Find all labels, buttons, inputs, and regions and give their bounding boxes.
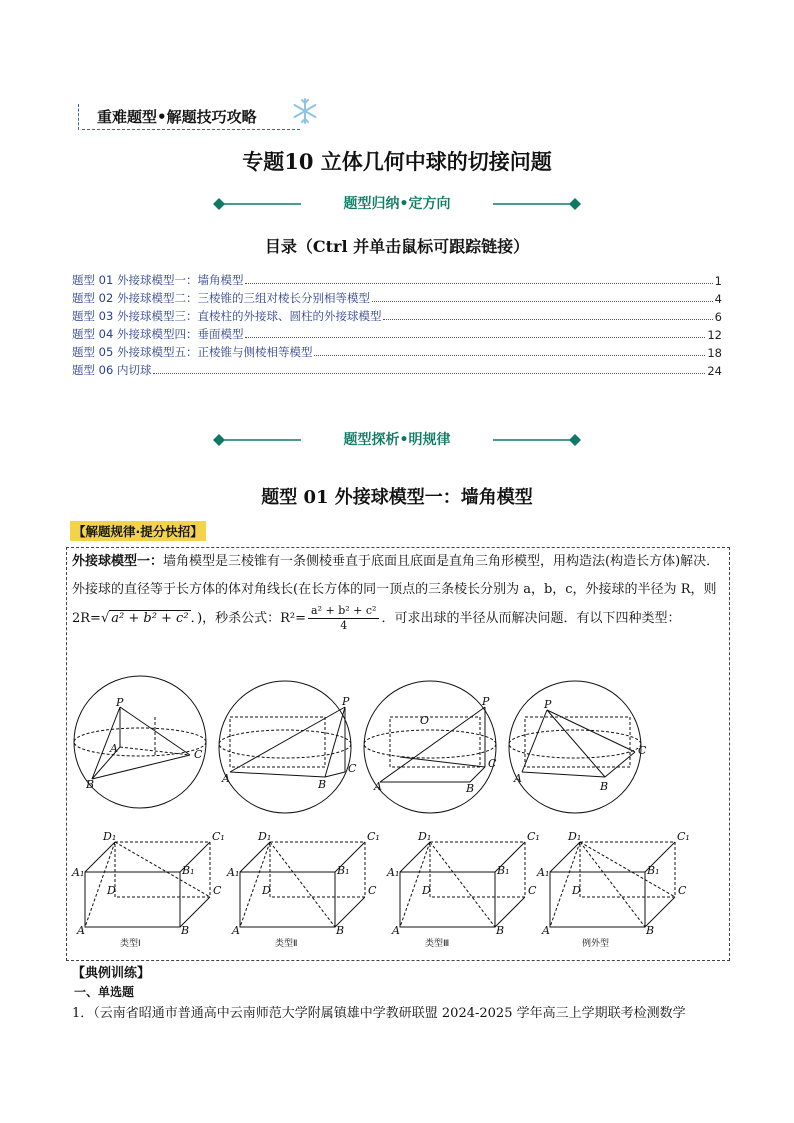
toc-leader — [153, 373, 705, 374]
tip-label: 【解题规律·提分快招】 — [70, 521, 206, 541]
svg-text:D₁: D₁ — [418, 830, 432, 843]
figures-panel — [70, 672, 726, 962]
box-diagram-3 — [400, 842, 525, 927]
subsection-heading: 一、单选题 — [74, 985, 135, 999]
svg-text:A: A — [392, 924, 400, 937]
toc-item-label[interactable]: 题型 04 外接球模型四：垂面模型 — [72, 327, 244, 341]
toc-item-label[interactable]: 题型 05 外接球模型五：正棱锥与侧棱相等模型 — [72, 345, 313, 359]
svg-text:A: A — [542, 924, 550, 937]
training-label: 【典例训练】 — [72, 966, 151, 981]
method-text-2: ．)，秒杀公式：R²= — [190, 611, 307, 626]
toc-item[interactable] — [72, 270, 722, 288]
divider-label: 题型探析•明规律 — [343, 432, 451, 448]
divider-section-analysis — [205, 430, 589, 450]
divider-section-summary — [205, 194, 589, 214]
toc-leader — [245, 283, 712, 284]
box-diagram-1 — [85, 842, 210, 927]
toc-leader — [314, 355, 705, 356]
svg-text:C: C — [488, 757, 497, 770]
svg-text:P: P — [342, 695, 350, 708]
svg-text:B: B — [318, 778, 327, 791]
fraction-denominator: 4 — [340, 619, 348, 632]
svg-text:A: A — [374, 780, 382, 793]
svg-text:B₁: B₁ — [337, 864, 350, 877]
svg-text:C: C — [213, 884, 222, 897]
figure-caption: 类型Ⅱ — [275, 939, 298, 949]
toc-item[interactable] — [72, 288, 722, 306]
svg-text:A: A — [232, 924, 240, 937]
formula-fraction — [308, 604, 379, 633]
toc-leader — [245, 337, 705, 338]
svg-text:A: A — [222, 772, 230, 785]
toc-item-page: 4 — [714, 292, 722, 306]
toc-item-label[interactable]: 题型 03 外接球模型三：直棱柱的外接球、圆柱的外接球模型 — [72, 309, 382, 323]
svg-text:B₁: B₁ — [497, 864, 510, 877]
snowflake-icon — [290, 96, 320, 126]
divider-label: 题型归纳•定方向 — [343, 196, 451, 212]
svg-text:D₁: D₁ — [258, 830, 272, 843]
svg-text:D: D — [262, 884, 271, 897]
svg-text:D₁: D₁ — [103, 830, 117, 843]
svg-text:O: O — [420, 714, 430, 727]
header-badge: 重难题型•解题技巧攻略 — [97, 108, 257, 126]
svg-text:P: P — [544, 698, 552, 711]
svg-text:B₁: B₁ — [182, 864, 195, 877]
svg-text:A₁: A₁ — [72, 866, 85, 879]
method-term: 外接球模型一： — [72, 554, 164, 569]
svg-text:C₁: C₁ — [212, 830, 225, 843]
figure-caption: 类型Ⅲ — [425, 939, 450, 949]
section-title: 题型 01 外接球模型一：墙角模型 — [261, 487, 533, 508]
svg-text:C₁: C₁ — [677, 830, 690, 843]
svg-text:B: B — [86, 778, 95, 791]
svg-text:C: C — [638, 744, 647, 757]
question-1: 1．（云南省昭通市普通高中云南师范大学附属镇雄中学教研联盟 2024-2025 学年高三上学期联考检测数学 — [72, 1006, 686, 1021]
toc-item[interactable] — [72, 342, 722, 360]
svg-text:B: B — [600, 780, 609, 793]
svg-text:C: C — [348, 762, 357, 775]
toc-item-page: 24 — [707, 364, 722, 378]
svg-text:A₁: A₁ — [537, 866, 550, 879]
figure-caption: 类型Ⅰ — [120, 939, 141, 949]
box-diagram-2 — [240, 842, 365, 927]
toc-item[interactable] — [72, 306, 722, 324]
method-paragraph: 外接球模型一：墙角模型是三棱锥有一条侧棱垂直于底面且底面是直角三角形模型，用构造法(构造长方体)解决．外接球的直径等于长方体的体对角线长(在长方体的同一顶点的三条棱长分别为 a，b，c，外接球的半径为 R，则 2R=√ a² + b² + c² ．)，秒杀公式：R²= $\frac{\text{a² + b² + c²}}{4}$ ．可求出球的半径从而解决问题．有以下四种类型： — [72, 554, 720, 632]
toc-item-page: 12 — [707, 328, 722, 342]
toc-leader — [383, 319, 712, 320]
sphere-diagram-3 — [364, 681, 496, 813]
toc-item-label[interactable]: 题型 02 外接球模型二：三棱锥的三组对棱长分别相等模型 — [72, 291, 370, 305]
method-text-3: ．可求出球的半径从而解决问题．有以下四种类型： — [381, 611, 681, 626]
svg-text:P: P — [482, 695, 490, 708]
svg-text:B: B — [181, 924, 190, 937]
badge-underline — [82, 129, 300, 130]
svg-text:B₁: B₁ — [647, 864, 660, 877]
table-of-contents — [72, 270, 722, 378]
svg-text:B: B — [466, 782, 475, 795]
toc-item[interactable] — [72, 324, 722, 342]
fraction-numerator: a² + b² + c² — [308, 604, 379, 619]
sphere-diagram-2 — [219, 681, 351, 813]
svg-text:C: C — [194, 748, 203, 761]
svg-text:C: C — [368, 884, 377, 897]
toc-item-page: 1 — [714, 274, 722, 288]
box-diagram-4 — [550, 842, 675, 927]
svg-text:C₁: C₁ — [367, 830, 380, 843]
svg-text:B: B — [646, 924, 655, 937]
sphere-diagram-4 — [509, 681, 641, 813]
page-title: 专题10 立体几何中球的切接问题 — [242, 149, 552, 174]
svg-text:D₁: D₁ — [568, 830, 582, 843]
sqrt-radicand: a² + b² + c² — [111, 611, 189, 626]
svg-text:A₁: A₁ — [227, 866, 240, 879]
svg-text:A₁: A₁ — [387, 866, 400, 879]
svg-text:P: P — [116, 696, 124, 709]
svg-text:B: B — [496, 924, 505, 937]
toc-item-page: 18 — [707, 346, 722, 360]
svg-text:A: A — [514, 772, 522, 785]
svg-text:D: D — [107, 884, 116, 897]
toc-item-page: 6 — [714, 310, 722, 324]
method-text-1: 墙角模型是三棱锥有一条侧棱垂直于底面且底面是直角三角形模型，用构造法(构造长方体)解决．外接球的直径等于长方体的体对角线长(在长方体的同一顶点的三条棱长分别为 a，b，c，外接球的半径为 R，则 2R= — [72, 554, 720, 626]
toc-item[interactable] — [72, 360, 722, 378]
svg-text:C: C — [678, 884, 687, 897]
svg-text:B: B — [336, 924, 345, 937]
svg-text:A: A — [77, 924, 85, 937]
toc-title: 目录（Ctrl 并单击鼠标可跟踪链接） — [264, 237, 530, 256]
svg-text:C: C — [528, 884, 537, 897]
svg-text:C₁: C₁ — [527, 830, 540, 843]
toc-item-label[interactable]: 题型 06 内切球 — [72, 363, 152, 377]
svg-text:D: D — [572, 884, 581, 897]
svg-text:D: D — [422, 884, 431, 897]
toc-leader — [372, 301, 713, 302]
toc-item-label[interactable]: 题型 01 外接球模型一：墙角模型 — [72, 273, 244, 287]
svg-text:A: A — [110, 742, 118, 755]
figure-caption: 例外型 — [582, 939, 610, 949]
badge-border — [78, 104, 79, 130]
